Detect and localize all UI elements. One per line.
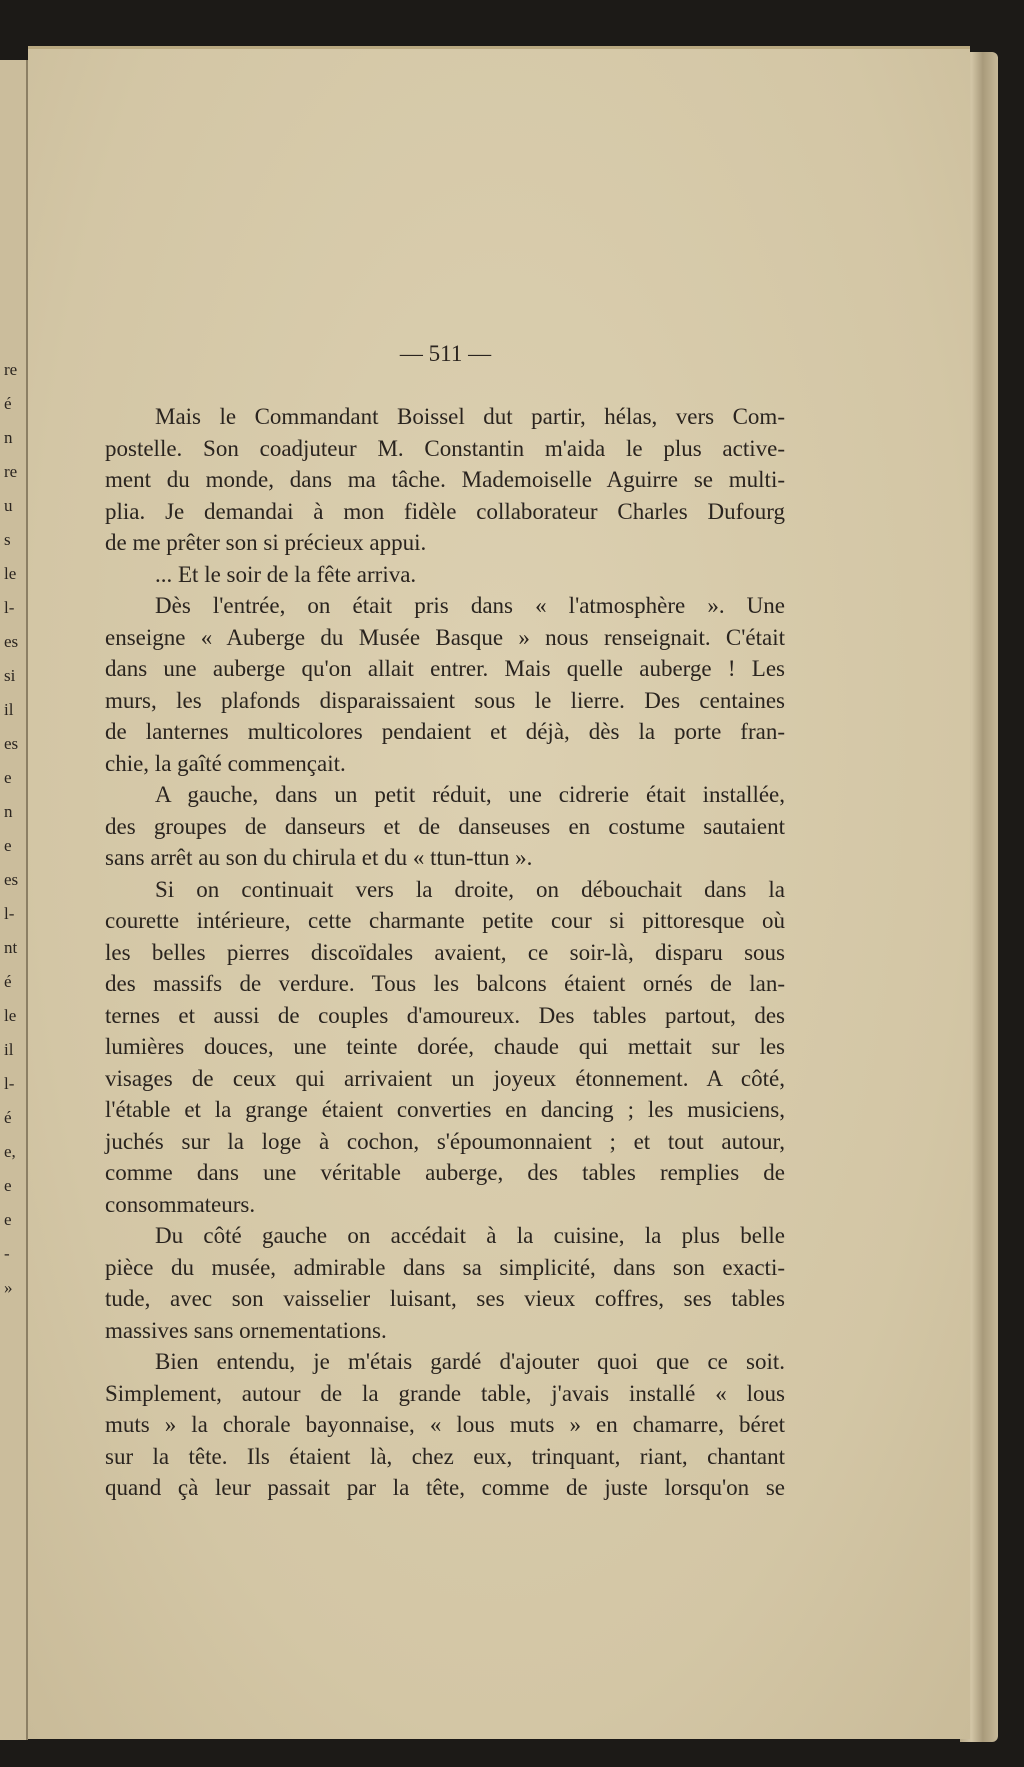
facing-page-fragment: es [4, 632, 19, 651]
facing-page-fragment: l- [4, 598, 15, 617]
facing-page-fragment: si [4, 666, 16, 685]
facing-page-fragment: » [4, 1278, 13, 1297]
text-line: consommateurs. [105, 1191, 256, 1217]
facing-page-fragment: - [4, 1244, 10, 1263]
text-line: enseigne « Auberge du Musée Basque » nous renseignait. C'était [105, 624, 785, 650]
text-line: chie, la gaîté commençait. [105, 750, 346, 776]
text-line: juchés sur la loge à cochon, s'époumonnaient ; et tout autour, [105, 1128, 785, 1154]
text-line: des massifs de verdure. Tous les balcons étaient ornés de lan- [105, 971, 785, 996]
facing-page-fragment: le [4, 1006, 17, 1025]
facing-page-fragment: es [4, 870, 19, 889]
facing-page-fragment: é [4, 972, 12, 991]
facing-page-fragment: e [4, 836, 12, 855]
text-line: quand çà leur passait par la tête, comme de juste lorsqu'on se [105, 1475, 785, 1500]
text-line: postelle. Son coadjuteur M. Constantin m'aida le plus active- [105, 435, 785, 461]
facing-page-fragment: re [4, 360, 18, 379]
text-line: plia. Je demandai à mon fidèle collaborateur Charles Dufourg [105, 498, 785, 524]
facing-page-fragment: é [4, 1108, 12, 1127]
text-line: Bien entendu, je m'étais gardé d'ajouter quoi que ce soit. [155, 1349, 785, 1374]
text-line: de lanternes multicolores pendaient et déjà, dès la porte fran- [105, 719, 785, 744]
text-line: Si on continuait vers la droite, on débouchait dans la [155, 876, 785, 902]
text-line: Du côté gauche on accédait à la cuisine, la plus belle [155, 1223, 785, 1248]
text-line: sans arrêt au son du chirula et du « ttun-ttun ». [105, 845, 533, 870]
text-line: courette intérieure, cette charmante petite cour si pittoresque où [105, 908, 785, 933]
text-line: murs, les plafonds disparaissaient sous le lierre. Des centaines [105, 687, 785, 713]
facing-page-fragment: l- [4, 1074, 15, 1093]
page-number: — 511 — [399, 341, 492, 366]
text-line: massives sans ornementations. [105, 1317, 387, 1343]
text-line: les belles pierres discoïdales avaient, ce soir-là, disparu sous [105, 939, 785, 965]
text-line: tude, avec son vaisselier luisant, ses vieux coffres, ses tables [105, 1286, 785, 1311]
text-line: comme dans une véritable auberge, des tables remplies de [105, 1160, 785, 1185]
text-line: des groupes de danseurs et de danseuses en costume sautaient [105, 813, 785, 839]
facing-page-fragment: e [4, 768, 12, 787]
text-line: Dès l'entrée, on était pris dans « l'atmosphère ». Une [155, 593, 785, 618]
text-line: ... Et le soir de la fête arriva. [155, 561, 417, 587]
text-line: visages de ceux qui arrivaient un joyeux étonnement. A côté, [105, 1065, 785, 1091]
text-line: l'étable et la grange étaient converties en dancing ; les musiciens, [105, 1097, 785, 1122]
facing-page-fragment: é [4, 394, 12, 413]
text-line: dans une auberge qu'on allait entrer. Mais quelle auberge ! Les [105, 656, 785, 681]
text-line: ternes et aussi de couples d'amoureux. Des tables partout, des [105, 1002, 785, 1028]
facing-page-fragment: e, [4, 1142, 16, 1161]
facing-page-fragment: n [4, 428, 13, 447]
body-text [105, 401, 785, 1504]
text-line: Simplement, autour de la grande table, j'avais installé « lous [105, 1380, 785, 1406]
facing-page-fragment: n [4, 802, 13, 821]
text-line: lumières douces, une teinte dorée, chaude qui mettait sur les [105, 1034, 785, 1059]
facing-page-fragment: il [4, 1040, 14, 1059]
book-page [28, 46, 970, 1739]
text-line: pièce du musée, admirable dans sa simplicité, dans son exacti- [105, 1254, 785, 1280]
text-line: ment du monde, dans ma tâche. Mademoiselle Aguirre se multi- [105, 467, 785, 492]
facing-page-fragment: u [4, 496, 13, 515]
text-line: Mais le Commandant Boissel dut partir, hélas, vers Com- [155, 404, 785, 429]
text-line: A gauche, dans un petit réduit, une cidrerie était installée, [155, 782, 785, 807]
facing-page-fragment: il [4, 700, 14, 719]
text-line: sur la tête. Ils étaient là, chez eux, trinquant, riant, chantant [105, 1443, 785, 1469]
facing-page-fragment: e [4, 1210, 12, 1229]
facing-page-fragment: e [4, 1176, 12, 1195]
facing-page-fragment: nt [4, 938, 18, 957]
facing-page-fragment: es [4, 734, 19, 753]
facing-page-fragment: l- [4, 904, 15, 923]
facing-page-edge [0, 60, 28, 1740]
facing-page-fragment: s [4, 530, 11, 549]
text-line: muts » la chorale bayonnaise, « lous muts » en chamarre, béret [105, 1412, 785, 1437]
facing-page-fragment: re [4, 462, 18, 481]
facing-page-fragment: le [4, 564, 17, 583]
text-line: de me prêter son si précieux appui. [105, 530, 427, 555]
